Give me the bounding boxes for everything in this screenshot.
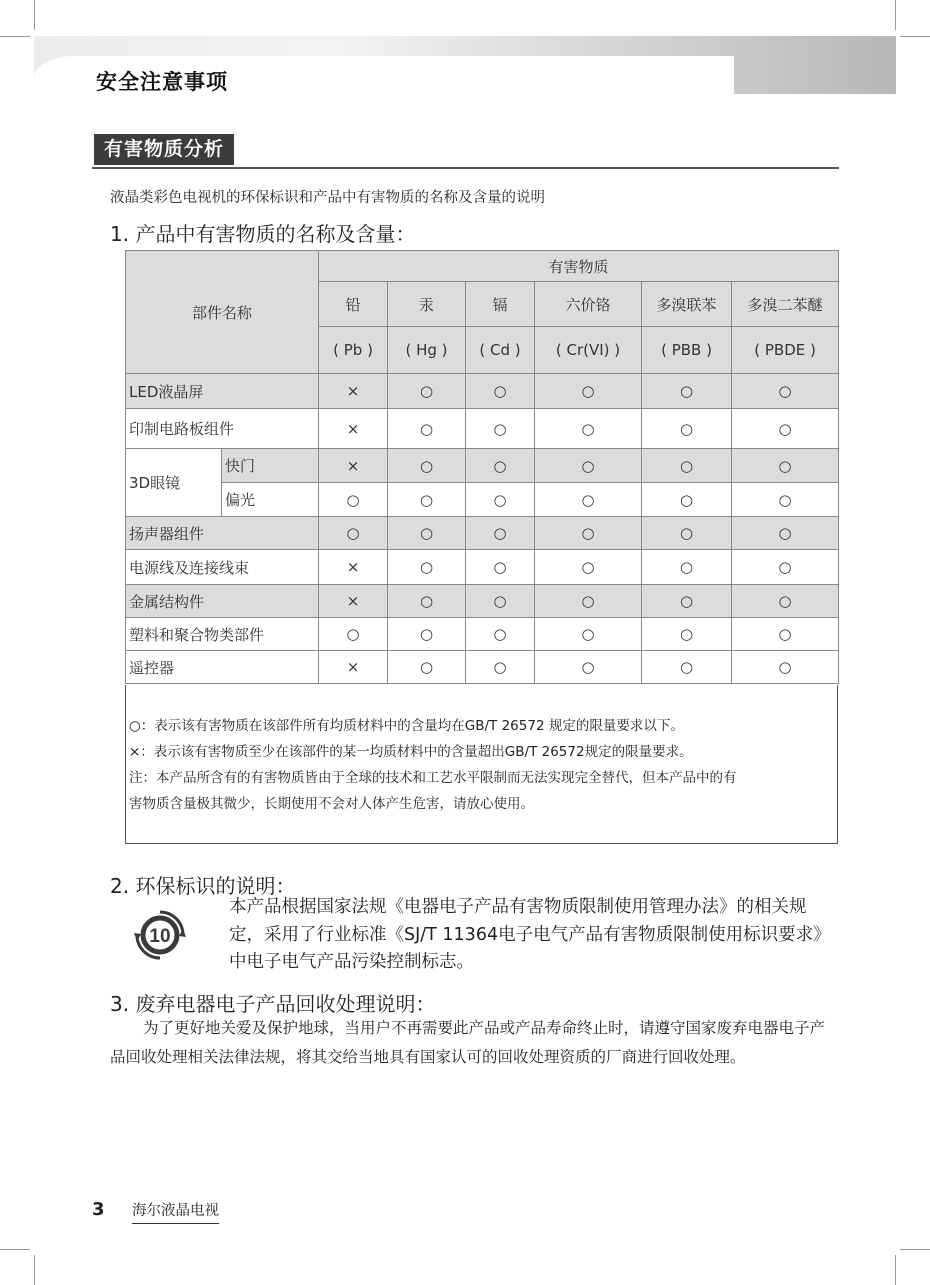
section-tag: 有害物质分析 bbox=[94, 134, 234, 165]
crop-mark bbox=[900, 36, 930, 37]
table-cell: ○ bbox=[732, 517, 839, 550]
table-cell: ○ bbox=[732, 550, 839, 585]
table-cell: ○ bbox=[319, 483, 388, 517]
table-cell: ○ bbox=[466, 374, 535, 409]
table-cell: ○ bbox=[642, 550, 732, 585]
table-cell: ○ bbox=[535, 449, 642, 483]
table-cell: ○ bbox=[642, 517, 732, 550]
substance-symbol: ( Pb ) bbox=[319, 327, 388, 374]
part-name: 扬声器组件 bbox=[126, 517, 319, 550]
substance-name: 镉 bbox=[466, 282, 535, 327]
table-row bbox=[126, 409, 839, 449]
table-row bbox=[126, 651, 839, 684]
table-cell: ○ bbox=[466, 585, 535, 618]
substance-name: 汞 bbox=[388, 282, 466, 327]
hazardous-substance-table bbox=[125, 250, 839, 684]
table-row bbox=[126, 483, 839, 517]
table-cell: ○ bbox=[642, 374, 732, 409]
table-cell: ○ bbox=[466, 449, 535, 483]
table-cell: ○ bbox=[319, 618, 388, 651]
substance-name: 多溴联苯 bbox=[642, 282, 732, 327]
table-cell: ○ bbox=[535, 483, 642, 517]
heading-eco-label: 2. 环保标识的说明： bbox=[110, 874, 296, 898]
table-cell: × bbox=[319, 374, 388, 409]
environmental-protection-use-period-icon bbox=[134, 909, 186, 961]
table-cell: ○ bbox=[535, 585, 642, 618]
table-cell: × bbox=[319, 585, 388, 618]
substance-symbol: ( PBB ) bbox=[642, 327, 732, 374]
table-cell: ○ bbox=[732, 585, 839, 618]
part-name: 印制电路板组件 bbox=[126, 409, 319, 449]
footer-brand: 海尔液晶电视 bbox=[132, 1199, 219, 1224]
table-cell: ○ bbox=[466, 550, 535, 585]
table-cell: ○ bbox=[732, 409, 839, 449]
table-cell: ○ bbox=[732, 618, 839, 651]
table-cell: ○ bbox=[388, 550, 466, 585]
crop-mark bbox=[34, 1255, 35, 1285]
table-notes bbox=[125, 685, 838, 844]
table-row bbox=[126, 449, 839, 483]
table-cell: ○ bbox=[388, 585, 466, 618]
table-cell: ○ bbox=[466, 517, 535, 550]
intro-text: 液晶类彩色电视机的环保标识和产品中有害物质的名称及含量的说明 bbox=[110, 190, 545, 206]
table-cell: ○ bbox=[535, 550, 642, 585]
table-cell: ○ bbox=[388, 483, 466, 517]
table-cell: ○ bbox=[388, 374, 466, 409]
table-row bbox=[126, 517, 839, 550]
part-name: 遥控器 bbox=[126, 651, 319, 684]
table-cell: ○ bbox=[642, 651, 732, 684]
section-divider bbox=[92, 167, 839, 169]
page-number: 3 bbox=[92, 1199, 105, 1220]
substance-symbol: ( Hg ) bbox=[388, 327, 466, 374]
part-name: 塑料和聚合物类部件 bbox=[126, 618, 319, 651]
table-cell: ○ bbox=[388, 618, 466, 651]
table-cell: ○ bbox=[388, 449, 466, 483]
note-remark-continued: 害物质含量极其微少，长期使用不会对人体产生危害，请放心使用。 bbox=[129, 796, 534, 812]
table-cell: ○ bbox=[319, 517, 388, 550]
crop-mark bbox=[895, 0, 896, 30]
heading-hazardous-substances: 1. 产品中有害物质的名称及含量： bbox=[110, 222, 416, 246]
part-name: 金属结构件 bbox=[126, 585, 319, 618]
part-name: 电源线及连接线束 bbox=[126, 550, 319, 585]
table-cell: × bbox=[319, 550, 388, 585]
eco-logo-number: 10 bbox=[149, 926, 171, 947]
substance-symbol: ( Cr(VI) ) bbox=[535, 327, 642, 374]
table-cell: × bbox=[319, 449, 388, 483]
crop-mark bbox=[34, 0, 35, 30]
table-cell: ○ bbox=[535, 618, 642, 651]
substance-symbol: ( PBDE ) bbox=[732, 327, 839, 374]
crop-mark bbox=[0, 1249, 30, 1250]
table-cell: ○ bbox=[388, 409, 466, 449]
table-cell: ○ bbox=[732, 651, 839, 684]
substance-group-header: 有害物质 bbox=[319, 251, 839, 282]
crop-mark bbox=[900, 1249, 930, 1250]
table-cell: ○ bbox=[732, 374, 839, 409]
table-cell: ○ bbox=[642, 449, 732, 483]
part-group-name: 3D眼镜 bbox=[126, 449, 222, 517]
table-cell: ○ bbox=[732, 449, 839, 483]
note-circle-meaning: ○：表示该有害物质在该部件所有均质材料中的含量均在GB/T 26572 规定的限量要求以下。 bbox=[129, 718, 684, 734]
substance-name: 铅 bbox=[319, 282, 388, 327]
recycling-description: 为了更好地关爱及保护地球，当用户不再需要此产品或产品寿命终止时，请遵守国家废弃电器电子产品回收处理相关法律法规，将其交给当地具有国家认可的回收处理资质的厂商进行回收处理。 bbox=[110, 1019, 826, 1066]
table-cell: ○ bbox=[732, 483, 839, 517]
table-cell: ○ bbox=[388, 517, 466, 550]
table-cell: ○ bbox=[642, 585, 732, 618]
table-cell: ○ bbox=[535, 409, 642, 449]
part-name: 偏光 bbox=[222, 483, 319, 517]
table-cell: ○ bbox=[535, 651, 642, 684]
table-row bbox=[126, 618, 839, 651]
table-row bbox=[126, 374, 839, 409]
table-row bbox=[126, 585, 839, 618]
part-name: LED液晶屏 bbox=[126, 374, 319, 409]
page-title: 安全注意事项 bbox=[96, 70, 228, 94]
substance-name: 六价铬 bbox=[535, 282, 642, 327]
substance-name: 多溴二苯醚 bbox=[732, 282, 839, 327]
table-cell: × bbox=[319, 651, 388, 684]
table-row bbox=[126, 550, 839, 585]
substance-symbol: ( Cd ) bbox=[466, 327, 535, 374]
note-remark: 注：本产品所含有的有害物质皆由于全球的技术和工艺水平限制而无法实现完全替代，但本产品中的有 bbox=[129, 770, 737, 786]
table-cell: ○ bbox=[642, 618, 732, 651]
table-cell: ○ bbox=[535, 517, 642, 550]
heading-recycling: 3. 废弃电器电子产品回收处理说明： bbox=[110, 992, 436, 1016]
table-cell: ○ bbox=[466, 483, 535, 517]
table-cell: ○ bbox=[642, 409, 732, 449]
table-cell: ○ bbox=[466, 618, 535, 651]
table-cell: ○ bbox=[642, 483, 732, 517]
table-cell: ○ bbox=[535, 374, 642, 409]
table-cell: × bbox=[319, 409, 388, 449]
table-cell: ○ bbox=[388, 651, 466, 684]
crop-mark bbox=[0, 36, 30, 37]
crop-mark bbox=[895, 1255, 896, 1285]
table-cell: ○ bbox=[466, 651, 535, 684]
eco-label-description: 本产品根据国家法规《电器电子产品有害物质限制使用管理办法》的相关规定，采用了行业标准《SJ/T 11364电子电气产品有害物质限制使用标识要求》中电子电气产品污染控制标志。 bbox=[229, 897, 831, 972]
note-cross-meaning: ×：表示该有害物质至少在该部件的某一均质材料中的含量超出GB/T 26572规定的限量要求。 bbox=[129, 744, 693, 760]
part-name-header: 部件名称 bbox=[126, 251, 319, 374]
part-name: 快门 bbox=[222, 449, 319, 483]
table-cell: ○ bbox=[466, 409, 535, 449]
